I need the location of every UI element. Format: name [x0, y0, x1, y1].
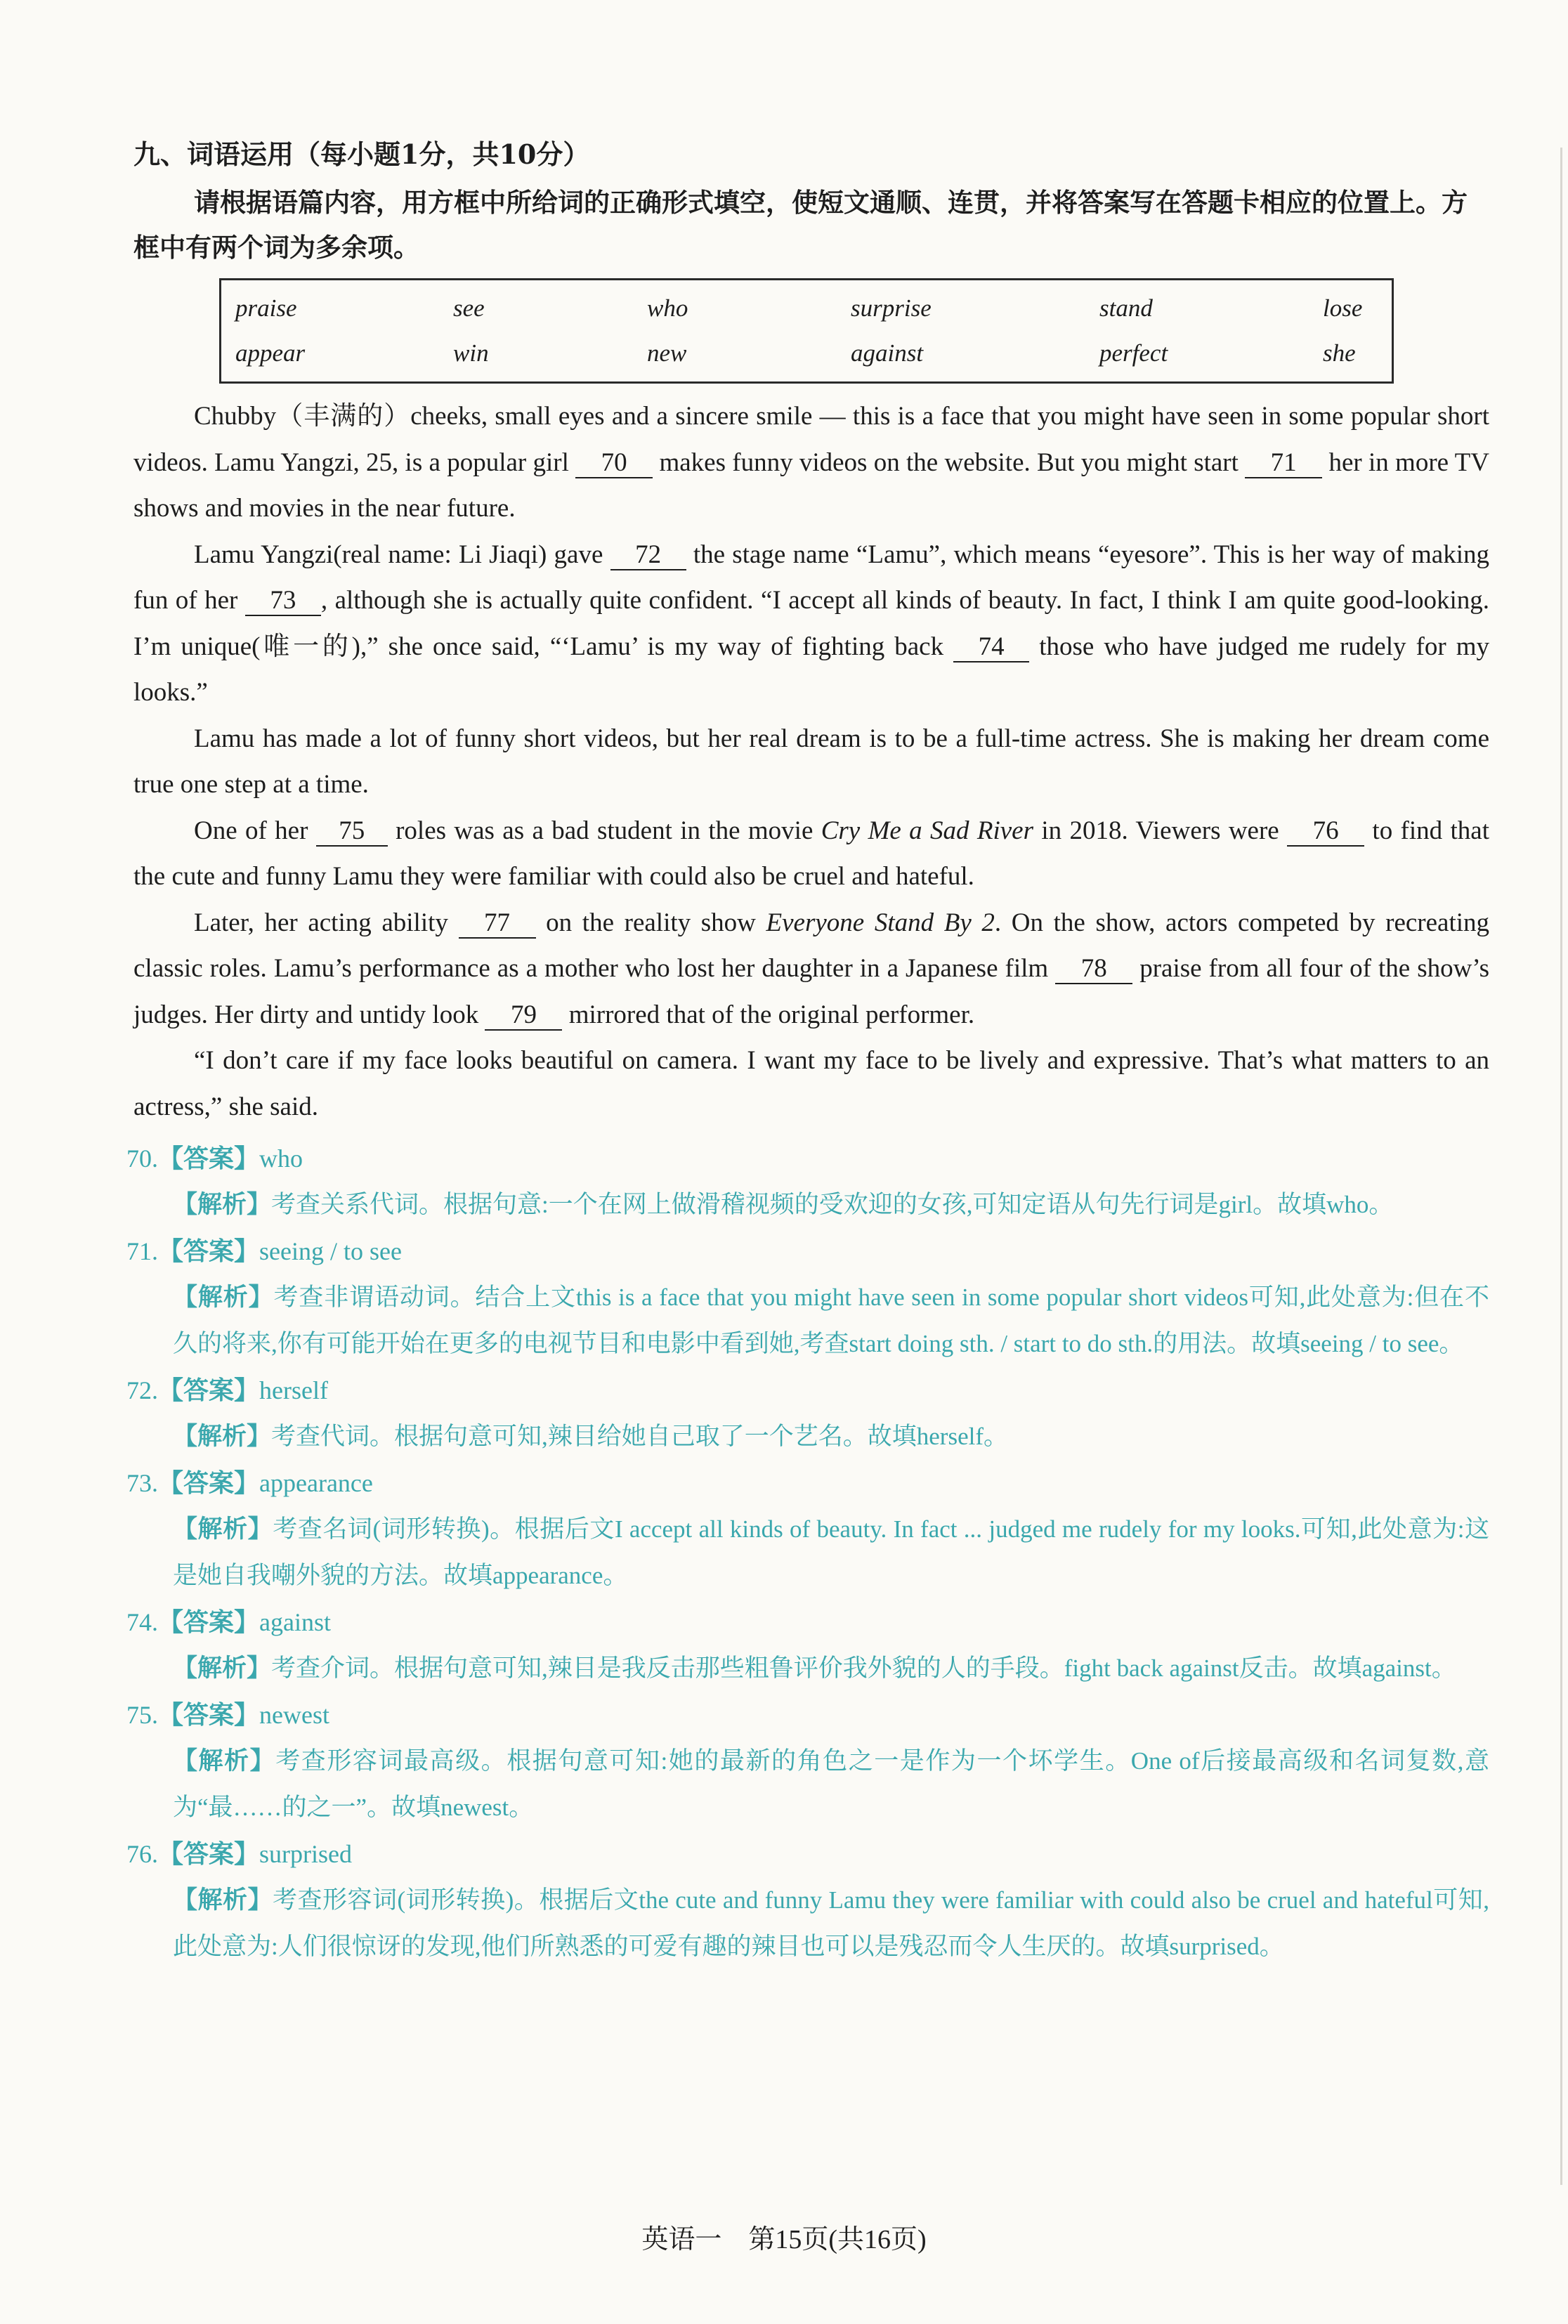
answer-item-74 — [126, 1599, 1489, 1692]
answer-value: newest — [259, 1701, 329, 1729]
passage-text: Chubby（丰满的）cheeks, small eyes and a sincere smile — this is a face that you might have seen in some popular short videos. Lamu Yangzi, 25, is a popular girl — [133, 402, 1489, 477]
blank-74: 74 — [953, 633, 1029, 662]
blank-77: 77 — [459, 909, 536, 939]
passage-paragraph-2 — [133, 532, 1489, 716]
answer-number: 75. — [126, 1701, 158, 1729]
answer-tag: 【答案】 — [158, 1237, 260, 1265]
passage-text: Lamu Yangzi(real name: Li Jiaqi) gave — [194, 540, 610, 569]
explanation-text: 考查关系代词。根据句意:一个在网上做滑稽视频的受欢迎的女孩,可知定语从句先行词是girl。故填who。 — [271, 1191, 1394, 1218]
answer-item-72 — [126, 1367, 1489, 1460]
answer-tag: 【答案】 — [158, 1376, 260, 1404]
passage-text: her in more TV shows and movies in the near future. — [133, 448, 1489, 523]
answer-number: 73. — [126, 1469, 158, 1497]
blank-75: 75 — [316, 817, 388, 847]
explanation-tag: 【解析】 — [173, 1284, 274, 1311]
answer-tag: 【答案】 — [158, 1144, 260, 1173]
blank-78: 78 — [1055, 955, 1132, 984]
passage-text: in 2018. Viewers were — [1033, 816, 1288, 845]
passage-text: , although she is actually quite confident. “I accept all kinds of beauty. In fact, I think I am quite good-looking. I’m unique(唯一的),” she once said, “‘Lamu’ is my way of fighting back — [133, 586, 1490, 661]
answer-number: 71. — [126, 1237, 158, 1265]
word-option: surprise — [851, 294, 932, 322]
explanation-text: 考查介词。根据句意可知,辣目是我反击那些粗鲁评价我外貌的人的手段。fight back against反击。故填against。 — [271, 1654, 1456, 1682]
word-option: lose — [1323, 294, 1363, 322]
explanation-line — [173, 1506, 1489, 1599]
page-footer: 英语一 第15页(共16页) — [641, 2225, 927, 2254]
word-box-row-1 — [235, 286, 1378, 331]
answer-line — [126, 1367, 1489, 1414]
answer-item-76 — [126, 1831, 1489, 1970]
explanation-text: 考查名词(词形转换)。根据后文I accept all kinds of beauty. In fact ... judged me rudely for my looks.可知,此处意为:这是她自我嘲外貌的方法。故填appearance。 — [173, 1515, 1489, 1589]
passage-text: Later, her acting ability — [194, 908, 459, 937]
explanation-tag: 【解析】 — [173, 1191, 272, 1218]
answer-number: 74. — [126, 1608, 158, 1636]
answer-line — [126, 1135, 1489, 1182]
answer-line — [126, 1831, 1489, 1877]
explanation-tag: 【解析】 — [173, 1747, 276, 1775]
explanation-tag: 【解析】 — [173, 1515, 273, 1543]
blank-72: 72 — [610, 541, 686, 570]
answer-value: against — [259, 1608, 331, 1636]
answer-tag: 【答案】 — [158, 1840, 260, 1868]
explanation-tag: 【解析】 — [173, 1423, 272, 1450]
show-title: Everyone Stand By 2 — [766, 908, 995, 937]
blank-70: 70 — [575, 449, 653, 478]
page-content — [126, 133, 1490, 1970]
word-option: against — [851, 339, 924, 367]
passage-text: the stage name “Lamu”, which means “eyesore”. This is her way of making fun of her — [133, 540, 1490, 615]
word-option: see — [453, 294, 485, 322]
answer-tag: 【答案】 — [158, 1608, 260, 1636]
passage-paragraph-1 — [133, 393, 1489, 532]
passage-text: to find that the cute and funny Lamu they were familiar with could also be cruel and hateful. — [133, 816, 1489, 891]
answer-item-71 — [126, 1228, 1489, 1367]
explanation-text: 考查形容词最高级。根据句意可知:她的最新的角色之一是作为一个坏学生。One of后接最高级和名词复数,意为“最……的之一”。故填newest。 — [173, 1747, 1489, 1821]
passage-text: makes funny videos on the website. But you might start — [653, 448, 1246, 477]
answer-section — [126, 1135, 1489, 1970]
answer-value: who — [259, 1144, 303, 1173]
passage-text: mirrored that of the original performer. — [562, 1000, 975, 1029]
word-option: win — [453, 339, 489, 367]
answer-line — [126, 1228, 1489, 1274]
explanation-line — [173, 1414, 1489, 1460]
answer-line — [126, 1460, 1489, 1506]
passage-paragraph-5 — [133, 900, 1489, 1038]
answer-value: seeing / to see — [259, 1237, 402, 1265]
explanation-text: 考查非谓语动词。结合上文this is a face that you might have seen in some popular short videos可知,此处意为:但在不久的将来,你有可能开始在更多的电视节目和电影中看到她,考查start doing sth. / start to do sth.的用法。故填seeing / to see。 — [173, 1284, 1489, 1357]
passage-text: . On the show, actors competed by recreating classic roles. Lamu’s performance as a mother who lost her daughter in a Japanese film — [133, 908, 1490, 983]
blank-76: 76 — [1287, 817, 1364, 847]
section-title: 九、词语运用（每小题1分，共10分） — [133, 138, 590, 170]
section-instruction: 请根据语篇内容，用方框中所给词的正确形式填空，使短文通顺、连贯，并将答案写在答题卡相应的位置上。方框中有两个词为多余项。 — [133, 187, 1468, 263]
answer-number: 70. — [126, 1144, 158, 1173]
answer-number: 72. — [126, 1376, 158, 1404]
explanation-line — [173, 1182, 1489, 1228]
explanation-tag: 【解析】 — [173, 1886, 273, 1914]
answer-item-70 — [126, 1135, 1489, 1228]
explanation-text: 考查代词。根据句意可知,辣目给她自己取了一个艺名。故填herself。 — [271, 1423, 1008, 1450]
answer-line — [126, 1599, 1489, 1645]
page-edge-line — [1560, 148, 1562, 2185]
passage-text: One of her — [194, 816, 316, 845]
word-box-row-2 — [235, 331, 1378, 376]
explanation-tag: 【解析】 — [173, 1654, 272, 1682]
word-option: new — [647, 339, 687, 367]
answer-tag: 【答案】 — [158, 1701, 260, 1729]
passage-text: those who have judged me rudely for my looks.” — [133, 632, 1489, 707]
word-option: she — [1323, 339, 1356, 367]
movie-title: Cry Me a Sad River — [821, 816, 1033, 845]
word-option: praise — [235, 294, 297, 322]
passage-text: on the reality show — [535, 908, 766, 937]
blank-71: 71 — [1245, 449, 1322, 478]
passage-paragraph-3: Lamu has made a lot of funny short videos, but her real dream is to be a full-time actress. She is making her dream come true one step at a time. — [133, 724, 1489, 799]
passage-text: roles was as a bad student in the movie — [387, 816, 821, 845]
passage-paragraph-4 — [133, 808, 1489, 900]
answer-line — [126, 1692, 1489, 1738]
blank-73: 73 — [245, 587, 321, 616]
passage-text: praise from all four of the show’s judges. Her dirty and untidy look — [133, 954, 1489, 1029]
explanation-text: 考查形容词(词形转换)。根据后文the cute and funny Lamu they were familiar with could also be cruel and hateful可知,此处意为:人们很惊讶的发现,他们所熟悉的可爱有趣的辣目也可以是残忍而令人生厌的。故填surprised。 — [173, 1886, 1489, 1960]
answer-value: surprised — [259, 1840, 352, 1868]
answer-number: 76. — [126, 1840, 158, 1868]
explanation-line — [173, 1645, 1489, 1692]
answer-value: herself — [259, 1376, 328, 1404]
answer-item-73 — [126, 1460, 1489, 1599]
word-option: perfect — [1099, 339, 1168, 367]
word-option: who — [647, 294, 688, 322]
explanation-line — [173, 1738, 1489, 1831]
answer-tag: 【答案】 — [158, 1469, 260, 1497]
word-option: stand — [1099, 294, 1153, 322]
passage-paragraph-6: “I don’t care if my face looks beautiful on camera. I want my face to be lively and expressive. That’s what matters to an actress,” she said. — [133, 1046, 1489, 1121]
word-box — [219, 278, 1394, 384]
word-option: appear — [235, 339, 306, 367]
explanation-line — [173, 1877, 1489, 1970]
answer-item-75 — [126, 1692, 1489, 1831]
blank-79: 79 — [485, 1001, 562, 1031]
answer-value: appearance — [259, 1469, 373, 1497]
explanation-line — [173, 1274, 1489, 1367]
